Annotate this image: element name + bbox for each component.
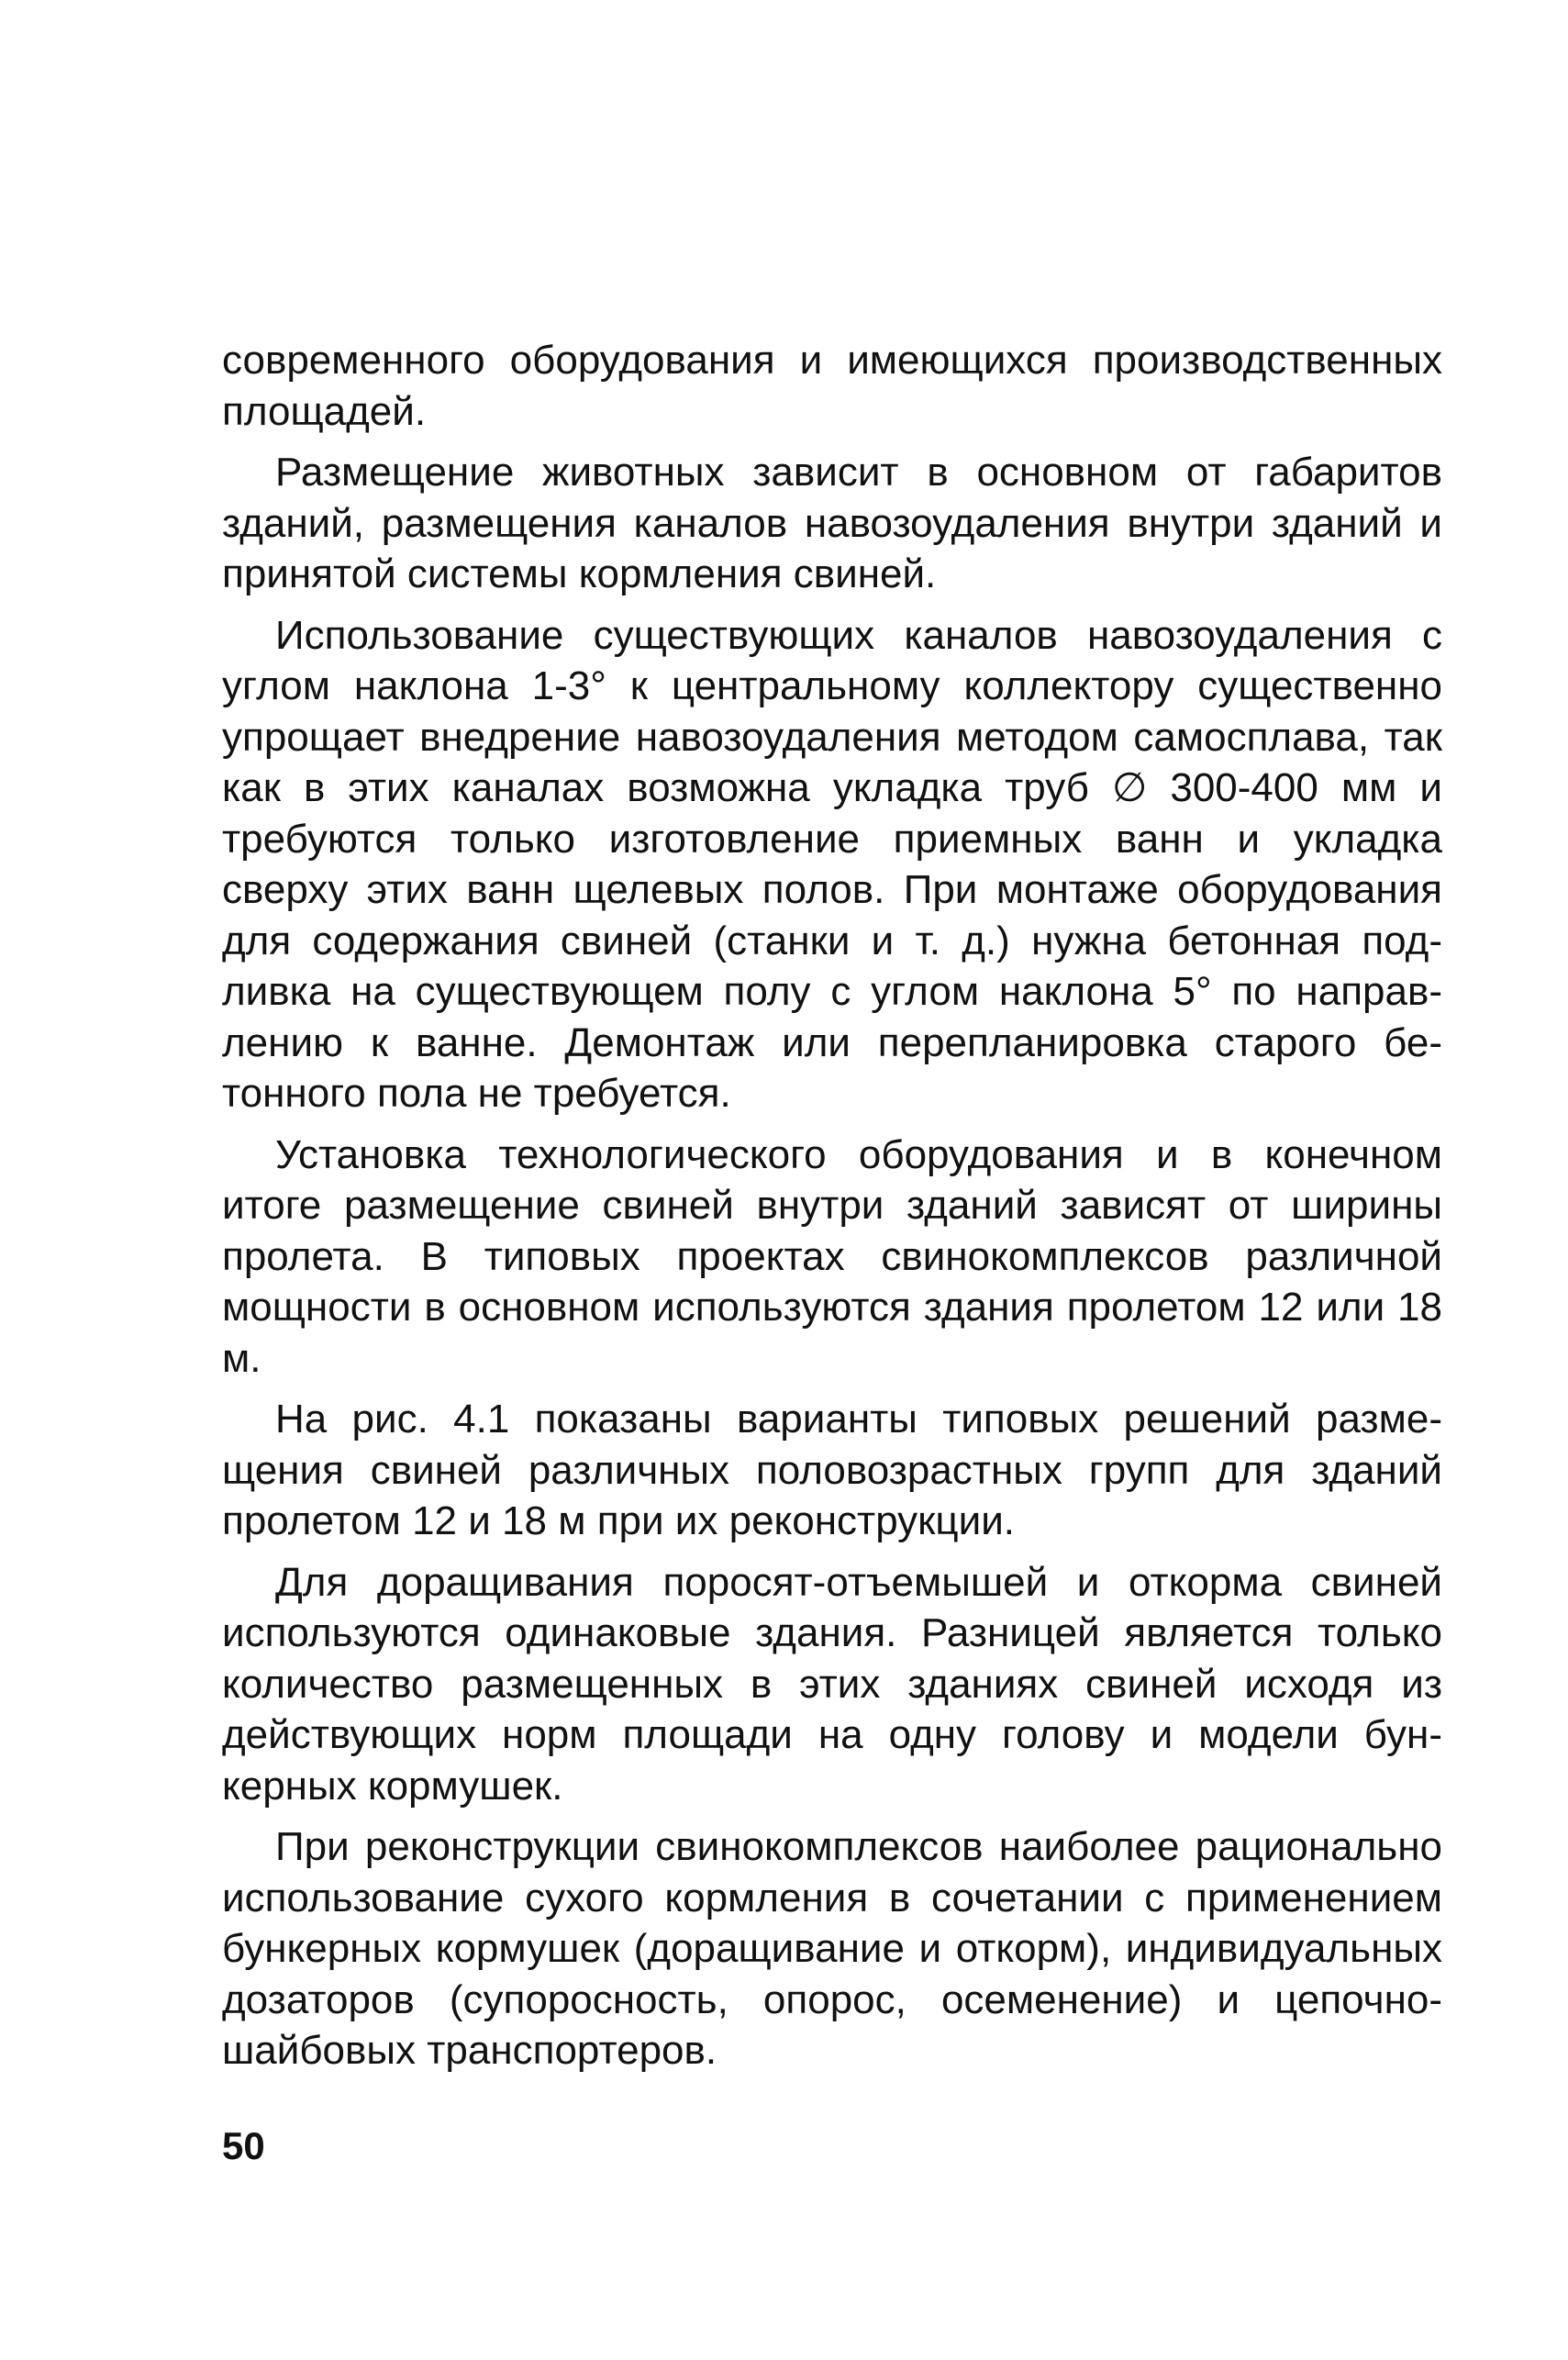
- page-number: 50: [222, 2124, 265, 2167]
- paragraph-figure-reference: На рис. 4.1 показаны варианты типовых решений размещения свиней различных половозрастных групп для зданий пролетом 12 и 18 м при их реконструкции.: [222, 1397, 1442, 1543]
- paragraph-rearing-fattening: Для доращивания поросят-отъемышей и откорма свиней используются одинаковые здания. Разницей является только количество размещенных в этих зданиях свиней исходя из действующих норм площади на одну голову и модели бункерных кормушек.: [222, 1559, 1442, 1809]
- paragraph-continuation: современного оборудования и имеющихся производственных площадей.: [222, 338, 1442, 434]
- body-text: [222, 335, 1442, 2087]
- paragraph-animal-placement: Размещение животных зависит в основном от габаритов зданий, размещения каналов навозоудаления внутри зданий и принятой системы кормления свиней.: [222, 450, 1442, 596]
- paragraph-manure-channels: Использование существующих каналов навозоудаления с углом наклона 1-3° к центральному коллектору существенно упрощает внедрение навозоудаления методом самосплава, так как в этих каналах возможна укладка труб ∅ 300-400 мм и требуются только изготовление приемных ванн и укладка сверху этих ванн щелевых полов. При монтаже оборудования для содержания свиней (станки и т. д.) нужна бетонная подливка на существующем полу с углом наклона 5° по направлению к ванне. Демонтаж или перепланировка старого бетонного пола не требуется.: [222, 612, 1442, 1116]
- paragraph-equipment-installation: Установка технологического оборудования и в конечном итоге размещение свиней внутри зданий зависят от ширины пролета. В типовых проектах свинокомплексов различной мощности в основном используются здания пролетом 12 или 18 м.: [222, 1131, 1442, 1381]
- paragraph-dry-feeding: При реконструкции свинокомплексов наиболее рационально использование сухого кормления в сочетании с применением бункерных кормушек (доращивание и откорм), индивидуальных дозаторов (супоросность, опорос, осеменение) и цепочно-шайбовых транспортеров.: [222, 1824, 1442, 2073]
